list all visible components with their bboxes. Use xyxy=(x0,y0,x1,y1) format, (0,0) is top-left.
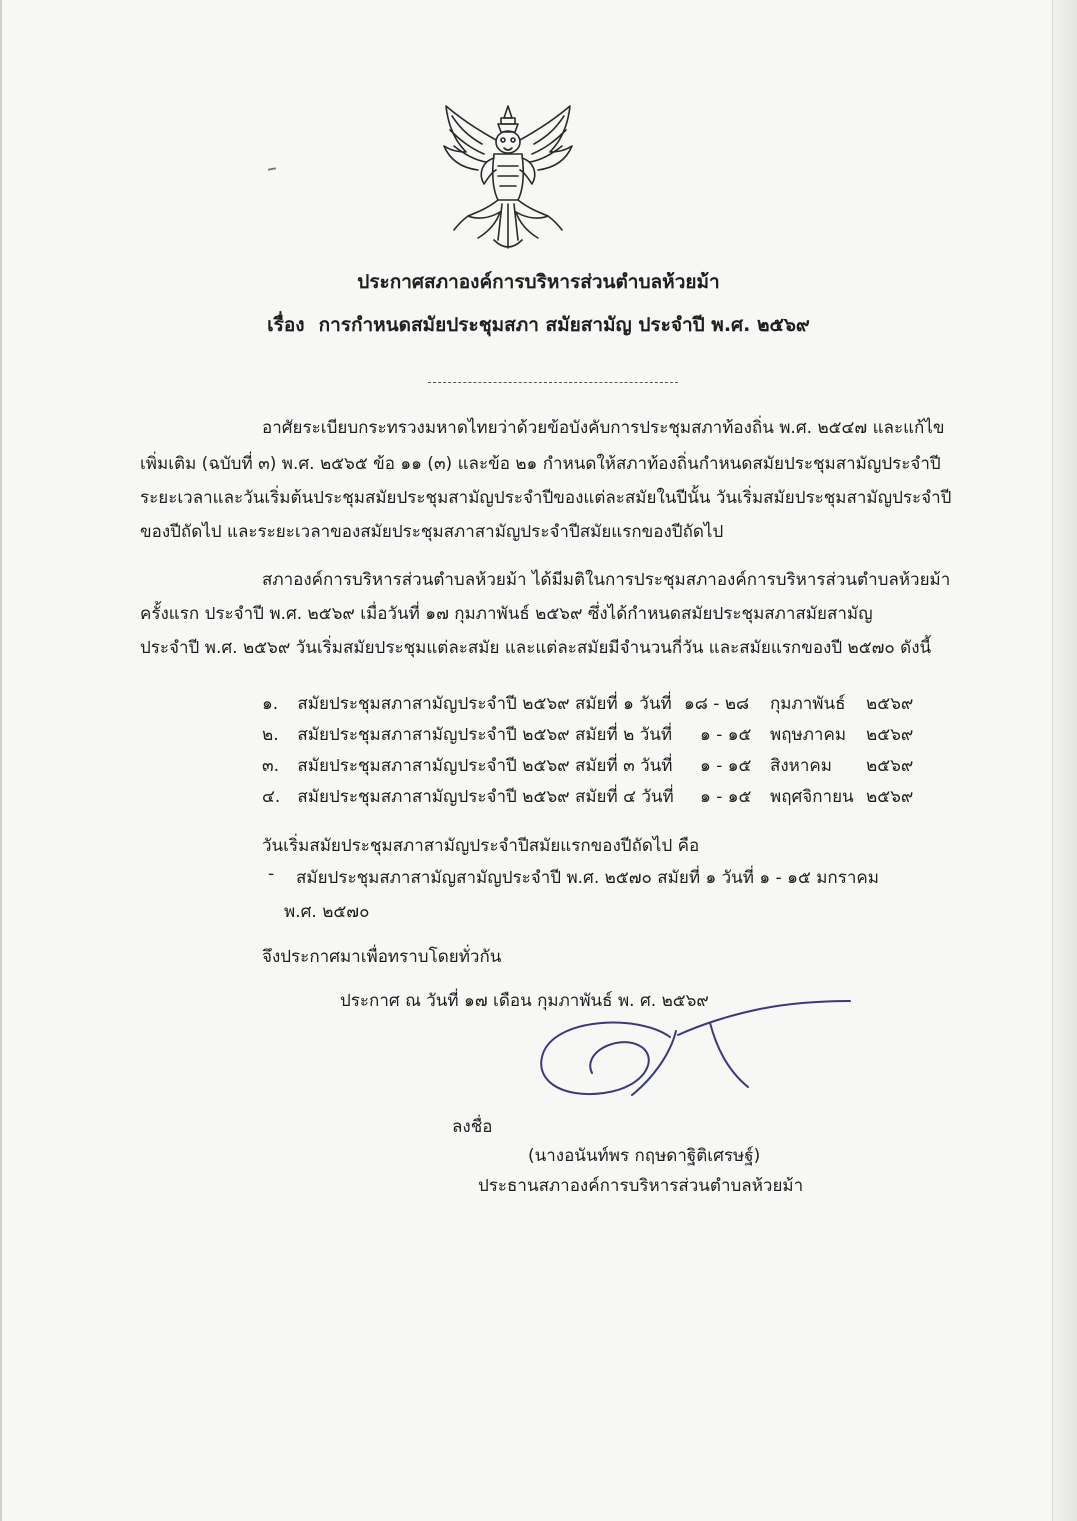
announcement-title: ประกาศสภาองค์การบริหารส่วนตำบลห้วยม้า xyxy=(357,271,720,293)
garuda-emblem-icon xyxy=(438,100,578,260)
announcement-date: ประกาศ ณ วันที่ ๑๗ เดือน กุมภาพันธ์ พ. ศ. ๒๕๖๙ xyxy=(340,991,709,1011)
closing-statement: จึงประกาศมาเพื่อทราบโดยทั่วกัน xyxy=(262,947,502,967)
session-number: ๑. xyxy=(262,694,279,714)
session-month: สิงหาคม xyxy=(770,756,833,776)
session-days: ๑ - ๑๕ xyxy=(700,725,752,745)
page-right-edge xyxy=(1052,0,1077,1521)
announcement-subject-line xyxy=(0,310,1077,340)
session-days: ๑๘ - ๒๘ xyxy=(684,694,750,714)
session-year: ๒๕๖๙ xyxy=(866,725,914,745)
session-item xyxy=(262,721,672,748)
sign-label: ลงชื่อ xyxy=(452,1117,493,1137)
next-year-heading: วันเริ่มสมัยประชุมสภาสามัญประจำปีสมัยแรกของปีถัดไป คือ xyxy=(262,836,700,856)
handwritten-signature-icon xyxy=(520,995,860,1115)
p1-line-2: เพิ่มเติม (ฉบับที่ ๓) พ.ศ. ๒๕๖๕ ข้อ ๑๑ (๓) และข้อ ๒๑ กำหนดให้สภาท้องถิ่นกำหนดสมัยประชุมสามัญประจำปี xyxy=(140,454,941,474)
session-year: ๒๕๖๙ xyxy=(866,694,914,714)
session-days: ๑ - ๑๕ xyxy=(700,787,752,807)
p1-line-1: อาศัยระเบียบกระทรวงมหาดไทยว่าด้วยข้อบังคับการประชุมสภาท้องถิ่น พ.ศ. ๒๕๔๗ และแก้ไข xyxy=(262,418,945,438)
page-left-edge xyxy=(0,0,2,1521)
subject-label: เรื่อง xyxy=(267,314,305,336)
p2-line-2: ครั้งแรก ประจำปี พ.ศ. ๒๕๖๙ เมื่อวันที่ ๑๗ กุมภาพันธ์ ๒๕๖๙ ซึ่งได้กำหนดสมัยประชุมสภาสมัยสามัญ xyxy=(140,604,873,624)
next-year-line-2: พ.ศ. ๒๕๗๐ xyxy=(284,902,370,922)
session-item xyxy=(262,690,672,717)
signatory-position: ประธานสภาองค์การบริหารส่วนตำบลห้วยม้า xyxy=(478,1176,804,1196)
next-year-line-1: สมัยประชุมสภาสามัญสามัญประจำปี พ.ศ. ๒๕๗๐ สมัยที่ ๑ วันที่ ๑ - ๑๕ มกราคม xyxy=(296,868,879,888)
p2-line-1: สภาองค์การบริหารส่วนตำบลห้วยม้า ได้มีมติในการประชุมสภาองค์การบริหารส่วนตำบลห้วยม้า xyxy=(262,570,951,590)
session-item xyxy=(262,752,673,779)
session-days: ๑ - ๑๕ xyxy=(700,756,752,776)
bullet-dash: - xyxy=(268,864,275,884)
session-item xyxy=(262,783,674,810)
session-text: สมัยประชุมสภาสามัญประจำปี ๒๕๖๙ สมัยที่ ๑ วันที่ xyxy=(297,694,672,714)
session-text: สมัยประชุมสภาสามัญประจำปี ๒๕๖๙ สมัยที่ ๓ วันที่ xyxy=(297,756,673,776)
session-number: ๓. xyxy=(262,756,280,776)
session-year: ๒๕๖๙ xyxy=(866,756,914,776)
p1-line-4: ของปีถัดไป และระยะเวลาของสมัยประชุมสภาสามัญประจำปีสมัยแรกของปีถัดไป xyxy=(140,522,724,542)
session-year: ๒๕๖๙ xyxy=(866,787,914,807)
subject-text: การกำหนดสมัยประชุมสภา สมัยสามัญ ประจำปี พ.ศ. ๒๕๖๙ xyxy=(318,314,810,336)
session-month: พฤษภาคม xyxy=(770,725,847,745)
session-month: พฤศจิกายน xyxy=(770,787,854,807)
session-number: ๒. xyxy=(262,725,279,745)
p1-line-3: ระยะเวลาและวันเริ่มต้นประชุมสมัยประชุมสามัญประจำปีของแต่ละสมัยในปีนั้น วันเริ่มสมัยประชุมสามัญประจำปี xyxy=(140,488,952,508)
session-month: กุมภาพันธ์ xyxy=(770,694,846,714)
signatory-name: (นางอนันท์พร กฤษดาฐิติเศรษฐ์) xyxy=(528,1146,761,1166)
session-number: ๔. xyxy=(262,787,281,807)
session-text: สมัยประชุมสภาสามัญประจำปี ๒๕๖๙ สมัยที่ ๒ วันที่ xyxy=(297,725,673,745)
p2-line-3: ประจำปี พ.ศ. ๒๕๖๙ วันเริ่มสมัยประชุมแต่ละสมัย และแต่ละสมัยมีจำนวนกี่วัน และสมัยแรกของปี ๒๕๗๐ ดังนี้ xyxy=(140,638,932,658)
session-text: สมัยประชุมสภาสามัญประจำปี ๒๕๖๙ สมัยที่ ๔ วันที่ xyxy=(297,787,674,807)
title-separator xyxy=(428,382,678,383)
stray-mark xyxy=(268,167,276,170)
